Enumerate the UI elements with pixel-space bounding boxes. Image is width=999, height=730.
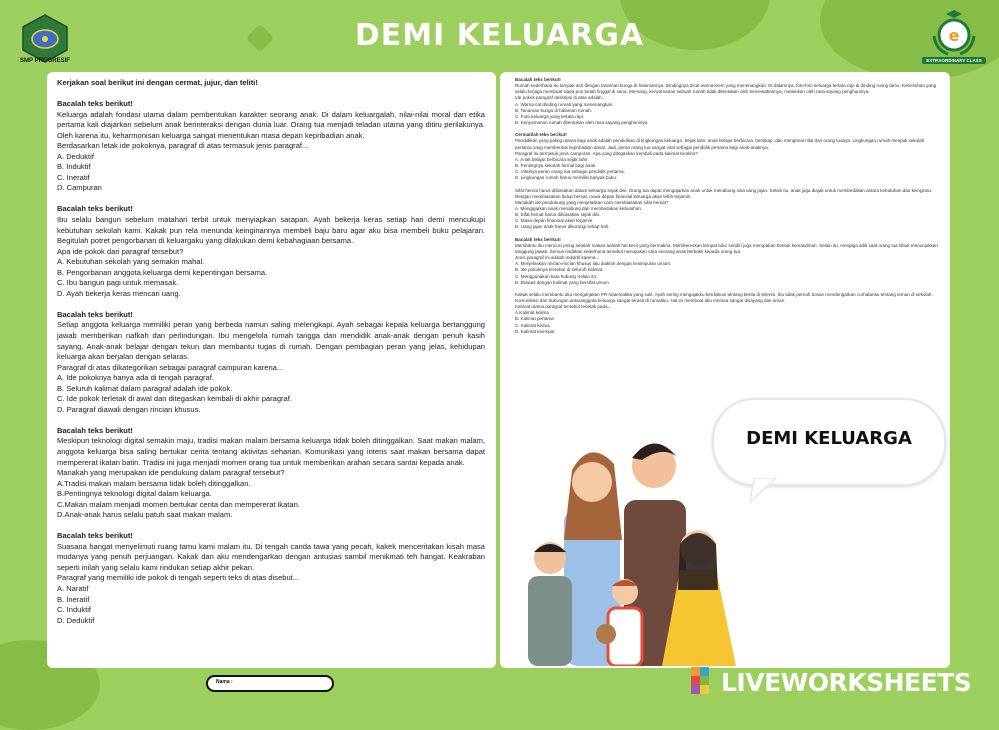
instruction-heading: Bacalah teks berikut! [57,204,133,214]
question-line: B.Pentingnya teknologi digital dalam keluarga. [57,489,212,499]
question-line: B. Tanaman bunga di halaman rumah. [515,107,593,113]
instruction-heading: Cermatilah teks berikut! [515,132,567,138]
spacer [57,194,485,205]
question-line: C. Kalimat kedua [515,322,550,328]
question-line: Jenis paragraf ini adalah induktif karena... [515,255,600,261]
question-line: A. Naratif [57,584,89,594]
question-line: C. Masa depan finansial akan terjamin. [515,218,594,224]
question-line: A. Mengajarkan anak menabung dan membedakan kebutuhan. [515,205,643,211]
spacer [57,415,485,426]
question-line: A. Deduktif [57,151,94,161]
question-line: A. Menjelaskan rincian-rincian khusus lalu diakhiri dengan kesimpulan umum. [515,261,672,267]
question-line: A. Ide pokoknya hanya ada di tengah paragraf. [57,373,214,383]
question-line: B. Seluruh kalimat dalam paragraf adalah ide pokok. [57,383,233,393]
instruction-heading: Bacalah teks berikut! [57,99,133,109]
question-line: A. Kebutuhan sekolah yang semakin mahal. [57,257,205,267]
question-line: B. Induktif [57,162,91,172]
question-line: Kalimat utama paragraf tersebut terletak pada... [515,304,612,310]
instruction-heading: Bacalah teks berikut! [515,236,561,242]
instruction-heading: Bacalah teks berikut! [57,531,133,541]
question-line: D. Deduktif [57,615,95,625]
question-line: B. Ide pokoknya tersebar di seluruh kalimat. [515,267,604,273]
question-line: B. Ineratif [57,594,90,604]
school-logo-caption: SMP PROGRESIF [20,58,70,64]
question-line: D.Anak-anak harus selalu patuh saat makan malam. [57,510,233,520]
question-line: D. Ayah bekerja keras mencari uang. [57,288,181,298]
question-line: B. Kalimat pertama [515,316,554,322]
question-line: Keluarga adalah fondasi utama dalam pembentukan karakter seorang anak. Di dalam keluargalah, nilai-nilai moral dan etika pertama kali diajarkan sebelum anak berinteraksi dengan dunia luar. Orang tua menjadi teladan utama yang ditiru perilakunya. Oleh karena itu, keharmonisan keluarga sangat menentukan masa depan kepribadian anak. [57,109,485,140]
question-line: Paragraf ini termasuk jenis campuran. Apa yang ditegaskan kembali pada kalimat terakhir? [515,150,698,156]
question-line: Kakak selalu membantu aku mengerjakan PR matematika yang sulit. Ayah sering mengajakku berdiskusi tentang berita di televisi. Ibu tidak pernah bosan mendengarkan curhatanku tentang teman di sekolah. Komunikasi dan dukungan antaranggota keluarga sangat terasa di rumahku. Hal ini membuat aku merasa sangat disayang dan aman. [515,291,933,303]
question-line: C. Induktif [57,605,91,615]
instruction-heading: Bacalah teks berikut! [57,425,133,435]
question-line: Membantu ibu mencuci piring setelah makan adalah hal kecil yang bermakna. Membereskan tempat tidur sendiri juga merupakan bentuk kemandirian. Selain itu, menjaga adik saat orang tua sibuk menunjukkan tanggung jawab. Semua tindakan sederhana tersebut merupakan cara seorang anak berbakti kepada orang tua. [515,242,938,254]
question-line: D. Uang jajan anak harus dikurangi setiap hari. [515,224,610,230]
question-line: C. Ibu bangun pagi untuk memasak. [57,278,179,288]
liveworksheets-icon [691,667,719,697]
question-line: C. Menggunakan kata hubung 'selain itu'. [515,273,599,279]
question-line: Ibu selalu bangun sebelum matahari terbit untuk menyiapkan sarapan. Ayah bekerja keras setiap hari demi mencukupi kebutuhan sekolah kami. Kakak pun rela menunda keinginannya membeli baju baru agar aku bisa membeli buku pelajaran. Begitulah potret pengorbanan di keluargaku yang dilakukan demi kebahagiaan bersama. [57,215,485,246]
question-line: C. Vitalnya peran orang tua sebagai pendidik pertama. [515,169,625,175]
question-line: Pendidikan yang paling utama bagi anak adalah pendidikan di lingkungan keluarga. Sejak lahir, anak belajar berbicara, bersikap, dan mengenal nilai dari orang tuanya. Lingkungan rumah menjadi sekolah pertama yang membentuk kepribadian dasar. Jadi, peran orang tua sangat vital sebagai pendidik pertama bagi anak-anaknya. [515,138,925,150]
question-line: D. Diawali dengan kalimat yang bersifat umum. [515,279,611,285]
liveworksheets-logo [691,664,991,700]
instruction-heading: Bacalah teks berikut! [57,309,133,319]
question-line: C. Foto keluarga yang tertata rapi. [515,113,584,119]
family-illustration [512,430,762,666]
spacer [57,299,485,310]
question-line: Meskipun teknologi digital semakin maju, tradisi makan malam bersama keluarga tidak boleh ditinggalkan. Saat makan malam, anggota keluarga bisa saling bertukar cerita tentang aktivitas seharian. Komunikasi yang intens saat makan bersama dapat mempererat ikatan batin. Tradisi ini juga menjadi momen orang tua untuk memberikan arahan secara santai kepada anak. [57,436,485,467]
question-line: Berdasarkan letak ide pokoknya, paragraf di atas termasuk jenis paragraf... [57,141,309,151]
question-line: Suasana hangat menyelimuti ruang tamu kami malam itu. Di tengah canda tawa yang pecah, kakek menceritakan kisah masa mudanya yang penuh perjuangan. Kakak dan aku mendengarkan dengan antusias sambil menikmati teh hangat. Keakraban seperti inilah yang selalu kami rindukan setiap akhir pekan. [57,541,485,572]
question-line: Sifat hemat harus dibiasakan dalam keluarga sejak dini. Orang tua dapat mengajarkan anak untuk menabung sisa uang jajan. Selain itu, anak juga diajak untuk membedakan antara kebutuhan dan keinginan. Dengan membiasakan hidup hemat, masa depan finansial keluarga akan lebih terjamin. [515,187,933,199]
question-line: Paragraf yang memiliki ide pokok di tengah seperti teks di atas disebut... [57,573,300,583]
question-line: Setiap anggota keluarga memiliki peran yang berbeda namun saling melengkapi. Ayah sebagai kepala keluarga bertanggung jawab memberikan nafkah dan perlindungan. Ibu mengelola rumah tangga dan mendidik anak-anak dengan penuh kasih sayang. Anak-anak belajar dengan tekun dan membantu tugas di rumah. Dengan pembagian peran yang jelas, kehidupan keluarga akan berjalan dengan selaras. [57,320,485,362]
instruction-heading: Kerjakan soal berikut ini dengan cermat, jujur, dan teliti! [57,78,258,87]
speech-bubble-text: DEMI KELUARGA [746,428,912,449]
question-line: D. Lingkungan rumah harus memiliki banyak buku. [515,175,618,181]
question-line: D. Kenyamanan rumah ditentukan oleh rasa sayang penghuninya. [515,120,649,126]
question-line: A. Anak belajar berbicara sejak lahir. [515,156,589,162]
name-field-label: Nama : [216,679,233,685]
question-line: D. Paragraf diawali dengan rincian khusus. [57,404,201,414]
question-line: C. Ide pokok terletak di awal dan ditegaskan kembali di akhir paragraf. [57,394,292,404]
question-line: Manakah ide pendukung yang menjelaskan cara membiasakan sifat hemat? [515,199,669,205]
spacer [57,521,485,532]
question-line: D. Kalimat keempat [515,328,555,334]
right-question-column [515,77,942,335]
question-line: B. Pengorbanan anggota keluarga demi kepentingan bersama. [57,267,268,277]
question-line: Rumah sederhana itu tampak asri dengan tanaman bunga di halamannya. Dindingnya dicat warna krem yang menenangkan. Di dalamnya, foto-foto keluarga tertata rapi di dinding ruang tamu. Kebersihan yang selalu terjaga membuat siapa pun betah tinggal di sana. Memang, kenyamanan sebuah rumah tidak ditentukan oleh kemewahannya, melainkan oleh rasa sayang penghuninya. [515,83,937,95]
left-worksheet-panel [47,72,496,668]
question-line: B. Pentingnya sekolah formal bagi anak. [515,163,597,169]
left-question-column [57,78,485,626]
liveworksheets-brand-text: LIVEWORKSHEETS [721,668,972,697]
question-line: C.Makan malam menjadi momen bertukar cerita dan mempererat ikatan. [57,499,300,509]
instruction-heading: Bacalah teks berikut! [515,77,561,82]
svg-text:e: e [948,26,960,45]
question-line: Apa ide pokok dari paragraf tersebut? [57,246,184,256]
page-title: DEMI KELUARGA [354,18,645,53]
name-field[interactable] [206,675,334,692]
question-line: A.Tradisi makan malam bersama tidak boleh ditinggalkan. [57,478,251,488]
spacer [57,89,485,100]
question-line: C. Ineratif [57,172,90,182]
question-line: Manakah yang merupakan ide pendukung dalam paragraf tersebut? [57,468,285,478]
class-logo-caption: EXTRAORDINARY CLASS [922,57,986,64]
question-line: A.Kalimat kelima [515,310,549,316]
question-line: B. Sifat hemat harus dibiasakan sejak dini. [515,212,601,218]
question-line: Paragraf di atas dikategorikan sebagai paragraf campuran karena... [57,362,284,372]
question-line: D. Campuran [57,183,102,193]
question-line: Ide pokok paragraf deskripsi di atas adalah... [515,95,606,101]
question-line: A. Warna cat dinding rumah yang menenangkan. [515,101,614,107]
class-logo [928,10,980,66]
